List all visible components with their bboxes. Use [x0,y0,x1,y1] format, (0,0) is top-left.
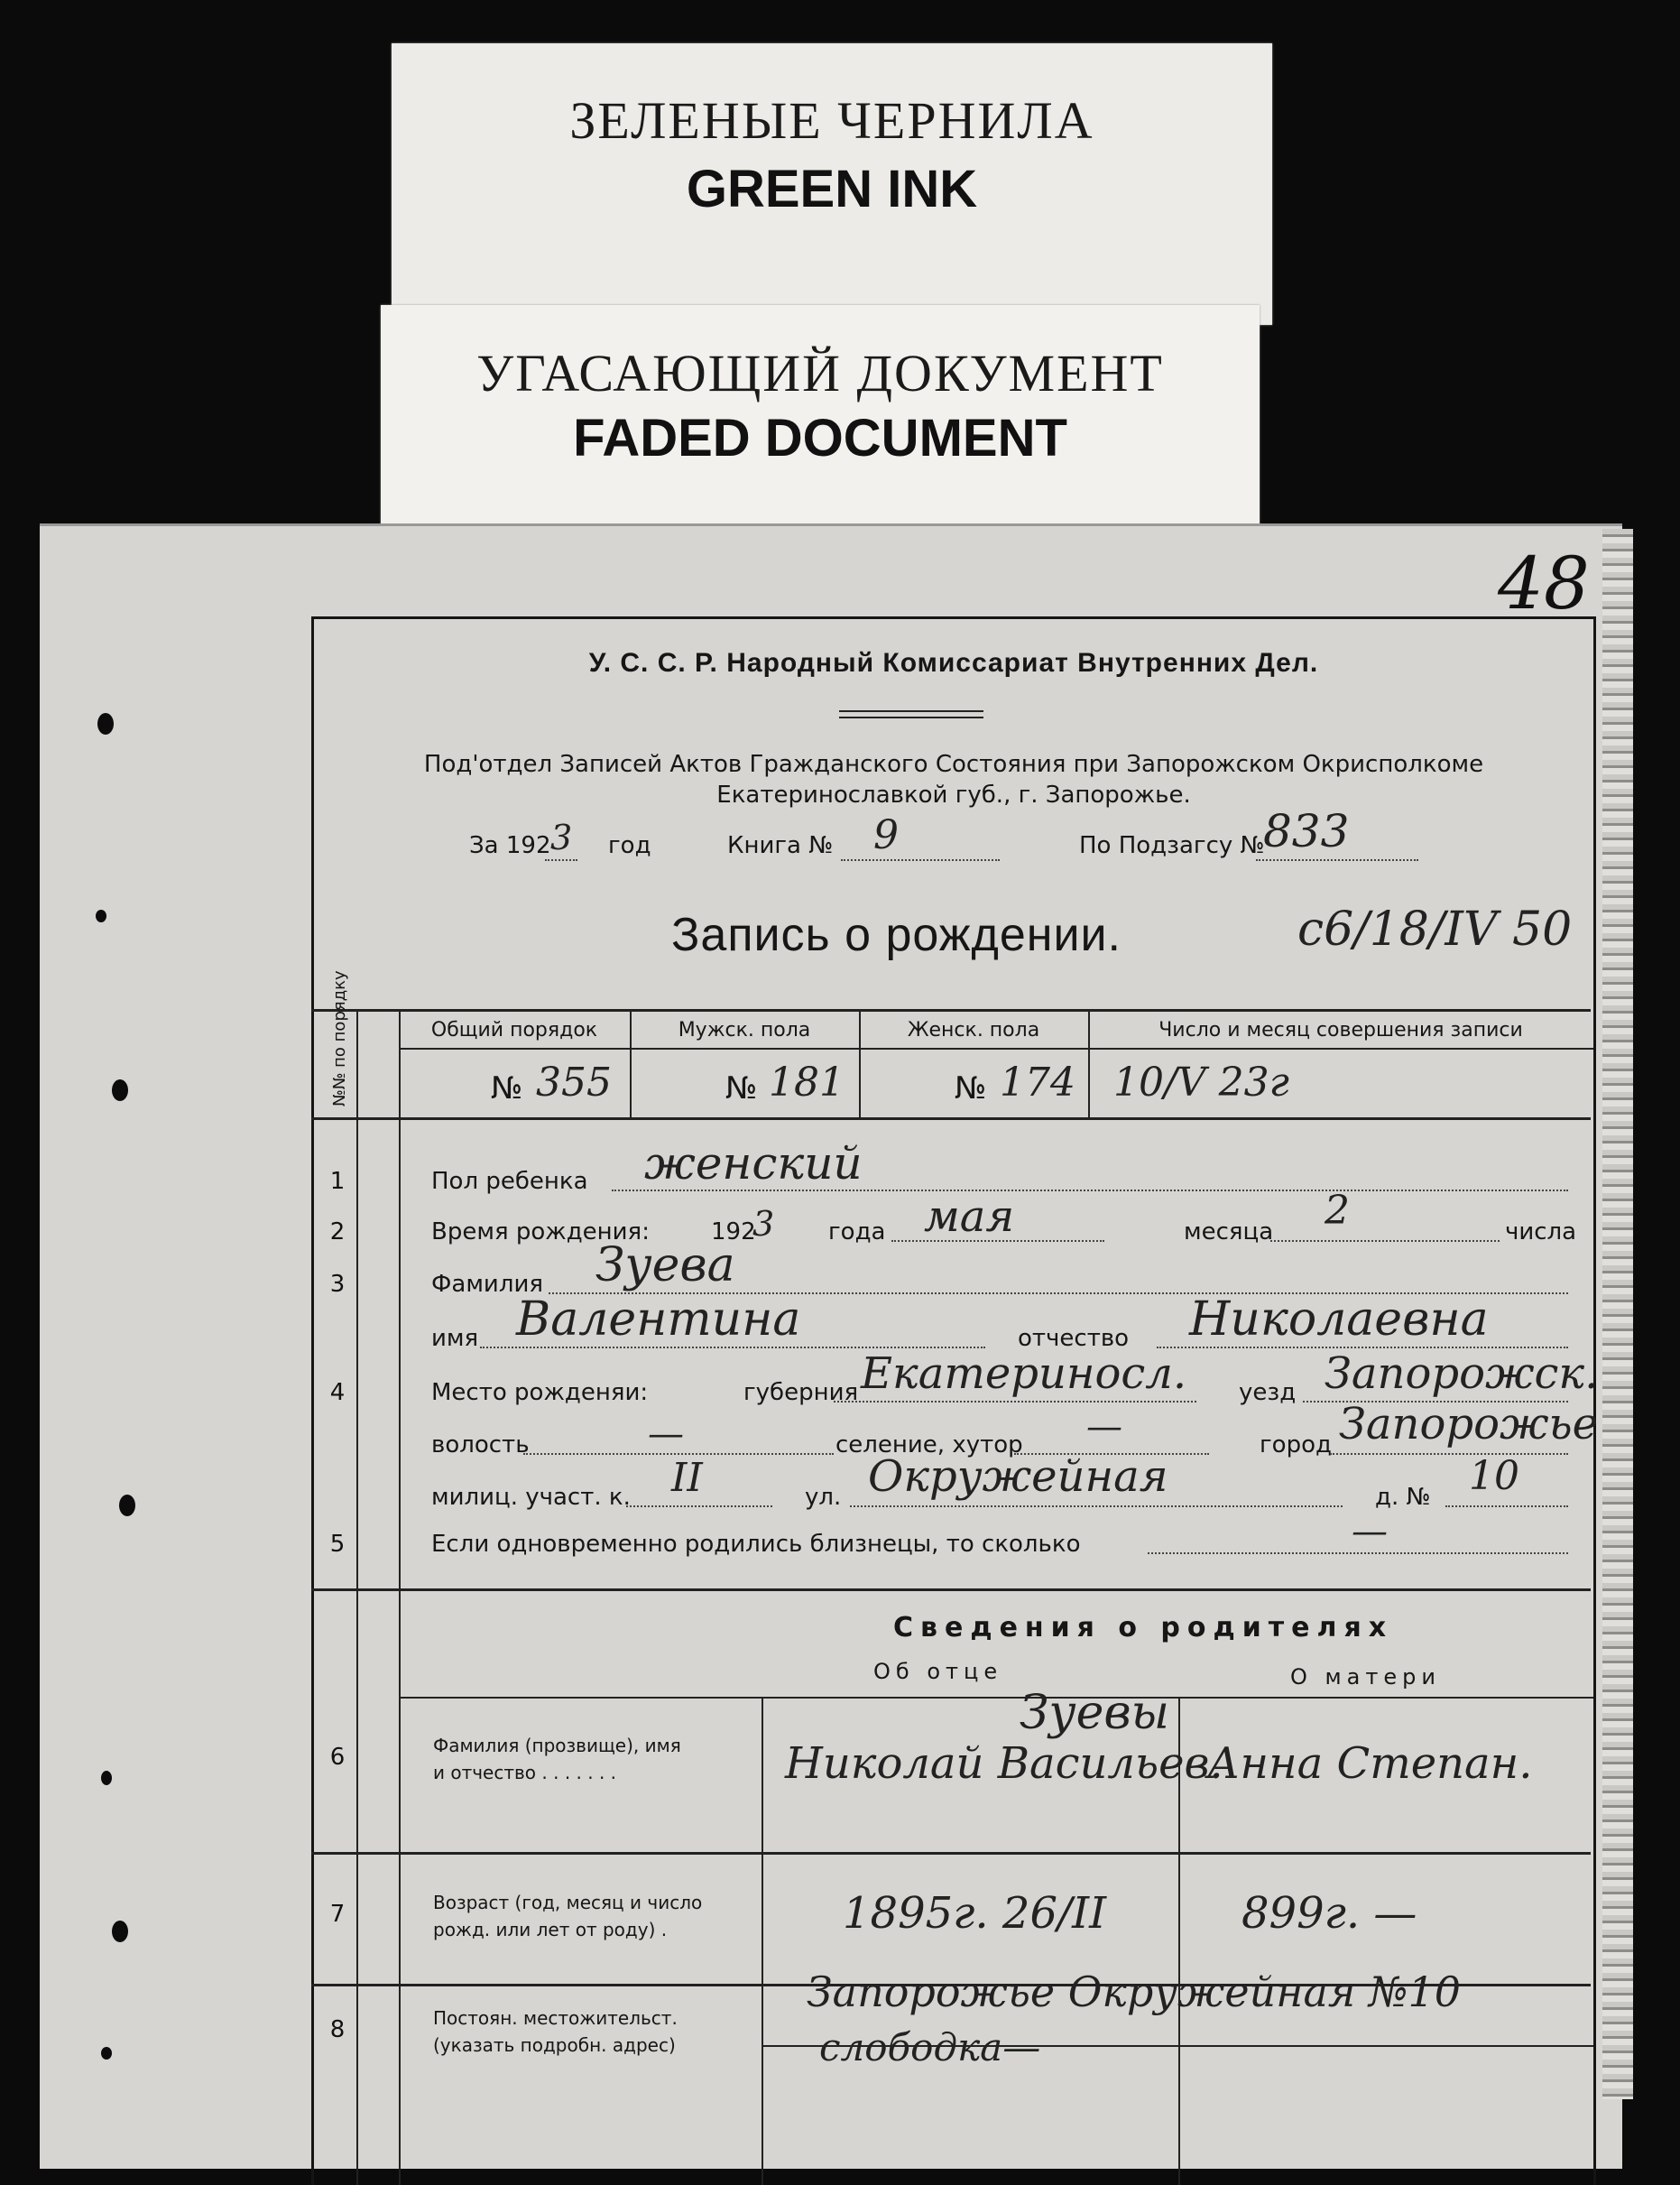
year-suffix: год [608,832,651,859]
row-number-header: №№ по порядку [330,970,349,1106]
residence-address-line1: Запорожье Окружейная №10 [807,1967,1462,2016]
house-value: 10 [1469,1453,1519,1499]
village-label: селение, хутор [835,1431,1023,1458]
birth-day-underline [1270,1240,1500,1242]
row-number: 6 [329,1744,346,1771]
binding-hole [101,1771,112,1785]
birth-time-label: Время рождения: [431,1218,650,1245]
green-ink-label-ru: ЗЕЛЕНЫЕ ЧЕРНИЛА [569,91,1094,150]
birth-record-form [311,616,1599,2185]
row-number: 5 [329,1531,346,1558]
book-value: 9 [873,812,899,858]
surname-value: Зуева [595,1238,735,1292]
father-column-header: Об отце [873,1659,1003,1684]
child-sex-underline [612,1190,1568,1191]
header-rule [839,717,983,718]
house-label: д. № [1375,1484,1431,1511]
birth-year-label: 192 [711,1218,756,1245]
faded-document-label-card [381,305,1260,525]
street-value: Окружейная [868,1451,1168,1502]
binding-hole [97,713,114,735]
general-no-sign: № [491,1070,523,1106]
child-sex-value: женский [644,1137,863,1190]
province-value: Екатериносл. [861,1348,1187,1399]
house-underline [1445,1505,1568,1507]
birth-day-value: 2 [1325,1188,1350,1234]
residence-row-label-line1: Постоян. местожительст. [433,2007,678,2029]
subsection-value: 833 [1263,805,1350,857]
binding-hole [96,910,106,922]
given-name-value: Валентина [516,1292,801,1347]
father-age-value: 1895г. 26/II [843,1888,1107,1939]
street-underline [850,1505,1343,1507]
year-label: За 192 [469,832,551,859]
row-number: 2 [329,1218,346,1245]
parents-section-rule [311,1588,1591,1591]
green-ink-label-card [392,43,1272,325]
binding-hole [112,1921,128,1942]
record-title-note: с6/18/IV 50 [1297,903,1573,957]
faded-document-label-ru: УГАСАЮЩИЙ ДОКУМЕНТ [476,344,1164,403]
mother-name-value: Анна Степан. [1207,1738,1533,1789]
father-name-value: Николай Васильев. [785,1738,1223,1789]
record-title: Запись о рождении. [671,909,1122,961]
male-count-value: 181 [769,1060,845,1106]
patronymic-label: отчество [1018,1325,1130,1352]
militia-underline [626,1505,772,1507]
birth-month-prefix: года [828,1218,886,1245]
sheet-stack-edge [1602,529,1633,2099]
binding-hole [101,2047,112,2060]
city-value: Запорожье [1339,1399,1599,1449]
parents-section-title: Сведения о родителях [893,1612,1394,1643]
province-label: губерния [743,1379,859,1406]
record-date-header: Число и месяц совершения записи [1158,1019,1523,1042]
twins-underline [1148,1552,1568,1554]
male-no-sign: № [725,1070,758,1106]
street-label: ул. [805,1484,842,1511]
village-value: — [1086,1406,1122,1448]
patronymic-value: Николаевна [1189,1292,1489,1347]
surname-label: Фамилия [431,1271,543,1298]
birth-day-label: числа [1505,1218,1577,1245]
name-row-label-line2: и отчество . . . . . . . [433,1762,617,1783]
parents-label-divider [762,1697,763,2185]
militia-label: милиц. участ. к. [431,1484,631,1511]
year-underline [545,859,577,861]
row-number: 3 [329,1271,346,1298]
female-header: Женск. пола [907,1019,1040,1042]
year-value: 3 [550,818,573,857]
twins-value: — [1352,1511,1388,1552]
binding-hole [119,1495,135,1516]
volost-label: волость [431,1431,530,1458]
volost-value: — [648,1413,684,1455]
female-no-sign: № [955,1070,987,1106]
twins-label: Если одновременно родились близнецы, то сколько [431,1531,1081,1558]
registry-office-line: Под'отдел Записей Актов Гражданского Состояния при Запорожском Окрисполкоме [423,751,1484,778]
row-rule [311,1852,1591,1855]
district-label: уезд [1239,1379,1297,1406]
birthplace-label: Место рожденяи: [431,1379,649,1406]
book-underline [841,859,1000,861]
residence-address-line2: слободка— [819,2025,1041,2069]
record-date-value: 10/V 23г [1113,1060,1289,1106]
residence-row-label-line2: (указать подробн. адрес) [433,2034,676,2056]
book-label: Книга № [727,832,834,859]
age-row-label-line1: Возраст (год, месяц и число [433,1892,703,1913]
birth-month-underline [891,1240,1104,1242]
subsection-underline [1256,859,1418,861]
ministry-heading: У. С. С. Р. Народный Комиссариат Внутренних Дел. [588,648,1319,678]
row-number: 1 [329,1168,346,1195]
row-number: 8 [329,2016,346,2043]
female-count-value: 174 [1000,1060,1075,1106]
district-value: Запорожск. [1325,1348,1599,1399]
mother-age-value: 899г. — [1242,1888,1417,1939]
city-label: город [1260,1431,1332,1458]
general-order-header: Общий порядок [430,1019,598,1042]
militia-value: II [671,1455,703,1501]
birth-month-value: мая [924,1191,1015,1242]
folio-number: 48 [1498,542,1590,625]
table-top-rule [311,1009,1591,1012]
header-rule [839,710,983,712]
given-name-label: имя [431,1325,479,1352]
birth-year-value: 3 [752,1204,775,1244]
province-line: Екатеринославкой губ., г. Запорожье. [716,782,1191,809]
city-underline [1330,1453,1568,1455]
male-header: Мужск. пола [678,1019,811,1042]
residence-divider [762,2045,1593,2047]
age-row-label-line2: рожд. или лет от роду) . [433,1919,668,1940]
mother-column-header: О матери [1290,1664,1441,1690]
row-number-column-divider [399,1009,401,2185]
subsection-label: По Подзагсу № [1079,832,1265,859]
row-number: 4 [329,1379,346,1406]
general-order-value: 355 [536,1060,612,1106]
name-row-label-line1: Фамилия (прозвище), имя [433,1735,681,1756]
green-ink-label-en: GREEN INK [686,160,978,218]
parents-surname-value: Зуевы [1020,1686,1169,1740]
birth-month-label: месяца [1184,1218,1274,1245]
binding-hole [112,1079,128,1101]
row-number: 7 [329,1901,346,1928]
province-underline [834,1401,1196,1403]
column-header-rule [399,1048,1593,1050]
faded-document-label-en: FADED DOCUMENT [573,409,1067,468]
section-rule [311,1117,1591,1120]
child-sex-label: Пол ребенка [431,1168,588,1195]
parents-header-rule [399,1697,1593,1699]
